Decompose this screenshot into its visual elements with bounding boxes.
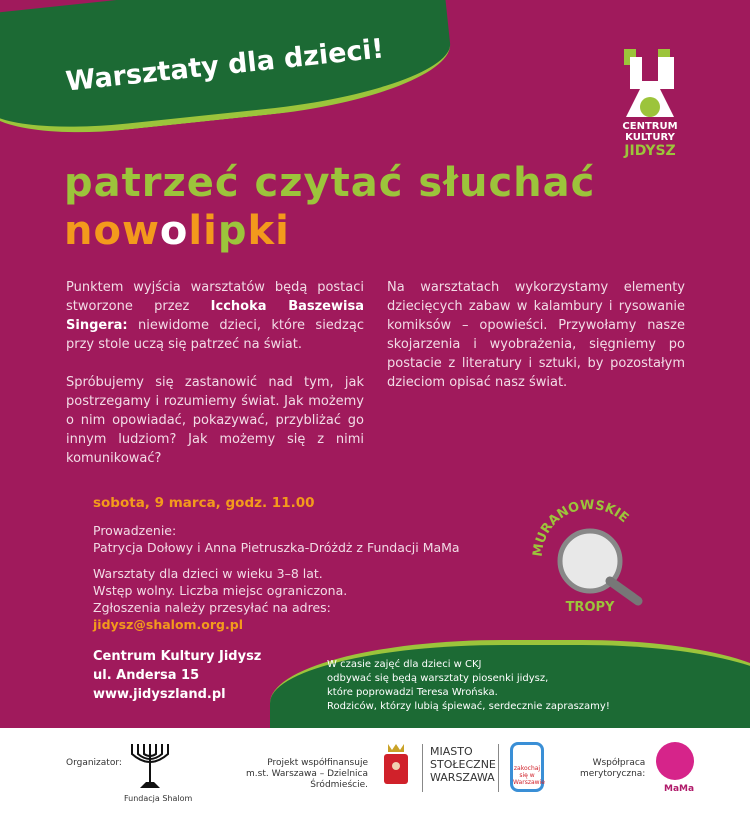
entry-info: Wstęp wolny. Liczba miejsc ograniczona. xyxy=(93,583,348,598)
cofund-text xyxy=(200,758,368,791)
subtitle-part: li xyxy=(188,208,218,254)
apply-info: Zgłoszenia należy przesyłać na adres: xyxy=(93,600,331,615)
right-paragraph-1: Na warsztatach wykorzystamy elementy dziecięcych zabaw w kalambury i rysowanie komiksów – opowieści. Przywołamy nasze skojarzenia i wyobrażenia, sięgniemy po postacie z literatury i sztuki, by pozostałym dzieciom opisać nasz świat. xyxy=(387,280,685,390)
left-column xyxy=(66,278,364,487)
left-paragraph-2: Spróbujemy się zastanowić nad tym, jak postrzegamy i rozumiemy świat. Jak możemy o nim opowiadać, pokazywać, przybliżać go innym ludziom? Jak możemy się z nimi komunikować? xyxy=(66,375,364,466)
shalom-label: Fundacja Shalom xyxy=(124,794,193,803)
subtitle-part: o xyxy=(159,208,189,254)
age-info: Warsztaty dla dzieci w wieku 3–8 lat. xyxy=(93,566,323,581)
coop-label xyxy=(580,758,645,780)
lead-label: Prowadzenie: xyxy=(93,523,177,538)
logo-line3: JIDYSZ xyxy=(624,143,676,159)
logo-line2: KULTURY xyxy=(625,132,675,143)
sponsors-footer xyxy=(0,728,750,814)
street: ul. Andersa 15 xyxy=(93,668,200,683)
left-paragraph-1 xyxy=(66,278,364,354)
text: Punktem wyjścia warsztatów będą postaci stworzone przez xyxy=(66,280,364,314)
text: niewidome dzieci, które siedząc przy stole uczą się patrzeć na świat. xyxy=(66,318,364,352)
subtitle xyxy=(64,208,290,254)
venue: Centrum Kultury Jidysz xyxy=(93,649,262,664)
email-link[interactable]: jidysz@shalom.org.pl xyxy=(93,617,243,632)
badge-bottom-text: TROPY xyxy=(565,600,615,615)
coop-line: Współpraca xyxy=(592,758,646,768)
cofund-line: m.st. Warszawa – Dzielnica Śródmieście. xyxy=(246,769,368,790)
ckj-logo xyxy=(615,45,685,159)
main-title: patrzeć czytać słuchać xyxy=(64,160,596,206)
author-name: Icchoka Baszewisa Singera: xyxy=(66,299,364,333)
city-line: WARSZAWA xyxy=(430,771,495,784)
warsaw-coat-of-arms-icon xyxy=(382,742,410,786)
right-column xyxy=(387,278,685,411)
subtitle-part: p xyxy=(217,208,248,254)
cofund-line: Projekt współfinansuje xyxy=(267,758,368,768)
city-line: MIASTO xyxy=(430,745,473,758)
website-link[interactable]: www.jidyszland.pl xyxy=(93,687,226,702)
mama-logo-icon xyxy=(656,742,694,780)
note-line: Rodziców, którzy lubią śpiewać, serdecznie zapraszamy! xyxy=(327,701,610,712)
badge-top-text: MURANOWSKIE xyxy=(530,497,632,558)
muranowskie-tropy-badge xyxy=(520,495,660,620)
warsaw-city-logo xyxy=(430,745,496,784)
note-line: które poprowadzi Teresa Wrońska. xyxy=(327,687,498,698)
ckj-logo-icon xyxy=(620,45,680,117)
lead-names: Patrycja Dołowy i Anna Pietruszka-Dróżdż z Fundacji MaMa xyxy=(93,540,460,555)
note-line: odbywać się będą warsztaty piosenki jidysz, xyxy=(327,673,549,684)
organizer-label: Organizator: xyxy=(66,758,122,768)
coop-line: merytoryczna: xyxy=(580,769,646,779)
subtitle-part: now xyxy=(64,208,160,254)
event-date: sobota, 9 marca, godz. 11.00 xyxy=(93,495,315,511)
singing-note xyxy=(327,658,610,714)
banner-title: Warsztaty dla dzieci! xyxy=(64,33,386,98)
zakochaj-sie-logo: zakochaj się w Warszawie xyxy=(510,742,544,792)
logo-line1: CENTRUM xyxy=(622,121,678,132)
mama-label: MaMa xyxy=(664,784,695,794)
city-line: STOŁECZNE xyxy=(430,758,496,771)
subtitle-part: ki xyxy=(247,208,290,254)
menorah-icon xyxy=(128,740,172,790)
note-line: W czasie zajęć dla dzieci w CKJ xyxy=(327,659,482,670)
